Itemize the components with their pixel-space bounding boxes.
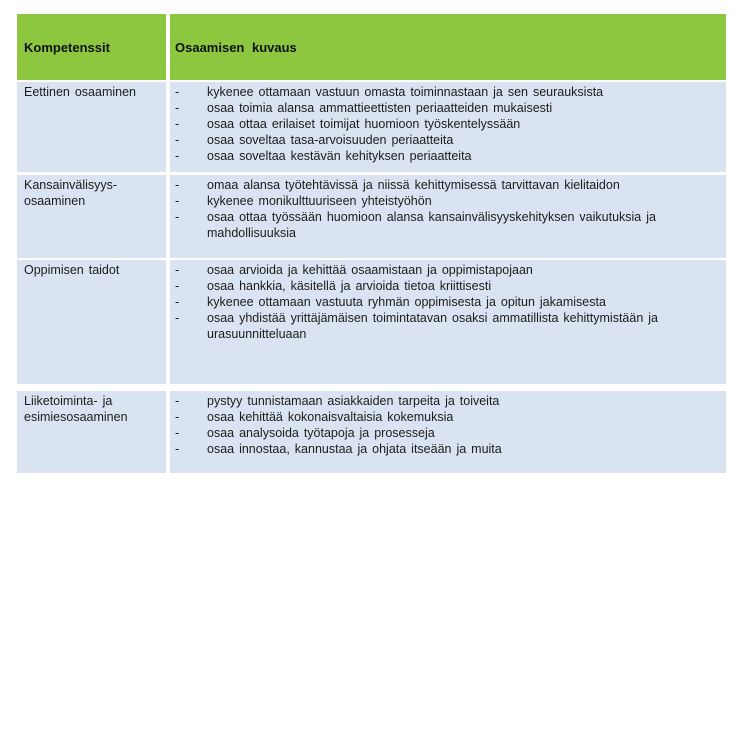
bullet-dash: - bbox=[175, 101, 180, 115]
bullet-dash: - bbox=[175, 194, 180, 208]
bullet-item bbox=[175, 193, 714, 209]
bullet-dash: - bbox=[175, 295, 180, 309]
bullet-text: osaa ottaa erilaiset toimijat huomioon työskentelyssään bbox=[207, 117, 521, 131]
header-cell-osaamisen-kuvaus bbox=[170, 14, 726, 80]
bullet-item bbox=[175, 116, 714, 132]
table-header-row bbox=[17, 14, 726, 80]
bullet-item bbox=[175, 409, 714, 425]
bullet-item bbox=[175, 393, 714, 409]
table-row bbox=[17, 175, 726, 258]
bullet-dash: - bbox=[175, 117, 180, 131]
bullet-item bbox=[175, 209, 714, 241]
bullet-item bbox=[175, 278, 714, 294]
bullet-text: osaa innostaa, kannustaa ja ohjata itseään ja muita bbox=[207, 442, 502, 456]
bullet-dash: - bbox=[175, 263, 180, 277]
description-cell bbox=[170, 260, 726, 384]
header-label-kompetenssit: Kompetenssit bbox=[24, 39, 110, 55]
competency-cell bbox=[17, 260, 166, 384]
bullet-dash: - bbox=[175, 311, 180, 325]
competency-cell bbox=[17, 391, 166, 473]
bullet-text: osaa yhdistää yrittäjämäisen toimintatavan osaksi ammatillista kehittymistään ja urasuunnitteluaan bbox=[207, 311, 658, 341]
bullet-text: osaa soveltaa kestävän kehityksen periaatteita bbox=[207, 149, 472, 163]
bullet-text: kykenee monikulttuuriseen yhteistyöhön bbox=[207, 194, 432, 208]
competency-cell bbox=[17, 175, 166, 258]
bullet-text: kykenee ottamaan vastuun omasta toiminnastaan ja sen seurauksista bbox=[207, 85, 604, 99]
bullet-item bbox=[175, 425, 714, 441]
competency-cell bbox=[17, 82, 166, 172]
bullet-dash: - bbox=[175, 426, 180, 440]
bullet-item bbox=[175, 310, 714, 342]
table-row bbox=[17, 82, 726, 172]
bullet-item bbox=[175, 132, 714, 148]
table-row bbox=[17, 391, 726, 473]
bullet-item bbox=[175, 294, 714, 310]
bullet-text: pystyy tunnistamaan asiakkaiden tarpeita ja toiveita bbox=[207, 394, 500, 408]
description-cell bbox=[170, 82, 726, 172]
bullet-dash: - bbox=[175, 85, 180, 99]
bullet-text: osaa ottaa työssään huomioon alansa kansainvälisyyskehityksen vaikutuksia ja mahdollisuuksia bbox=[207, 210, 656, 240]
competency-label: Kansainvälisyys-osaaminen bbox=[24, 178, 118, 208]
bullet-text: osaa arvioida ja kehittää osaamistaan ja oppimistapojaan bbox=[207, 263, 533, 277]
bullet-text: osaa toimia alansa ammattieettisten periaatteiden mukaisesti bbox=[207, 101, 553, 115]
bullet-dash: - bbox=[175, 394, 180, 408]
bullet-text: osaa analysoida työtapoja ja prosesseja bbox=[207, 426, 435, 440]
bullet-dash: - bbox=[175, 279, 180, 293]
table-row bbox=[17, 260, 726, 384]
bullet-text: osaa hankkia, käsitellä ja arvioida tietoa kriittisesti bbox=[207, 279, 492, 293]
bullet-item bbox=[175, 100, 714, 116]
header-label-osaamisen-kuvaus: Osaamisen kuvaus bbox=[175, 39, 297, 55]
competency-label: Oppimisen taidot bbox=[24, 263, 120, 277]
competencies-table bbox=[17, 14, 726, 473]
bullet-dash: - bbox=[175, 410, 180, 424]
competency-label: Liiketoiminta- ja esimiesosaaminen bbox=[24, 394, 128, 424]
bullet-item bbox=[175, 148, 714, 164]
bullet-dash: - bbox=[175, 178, 180, 192]
bullet-dash: - bbox=[175, 442, 180, 456]
bullet-dash: - bbox=[175, 149, 180, 163]
bullet-item bbox=[175, 177, 714, 193]
description-cell bbox=[170, 391, 726, 473]
bullet-text: osaa soveltaa tasa-arvoisuuden periaatteita bbox=[207, 133, 454, 147]
bullet-text: osaa kehittää kokonaisvaltaisia kokemuksia bbox=[207, 410, 454, 424]
competency-label: Eettinen osaaminen bbox=[24, 85, 136, 99]
bullet-dash: - bbox=[175, 133, 180, 147]
bullet-item bbox=[175, 441, 714, 457]
bullet-item bbox=[175, 262, 714, 278]
bullet-text: kykenee ottamaan vastuuta ryhmän oppimisesta ja opitun jakamisesta bbox=[207, 295, 606, 309]
bullet-dash: - bbox=[175, 210, 180, 224]
bullet-item bbox=[175, 84, 714, 100]
header-cell-kompetenssit bbox=[17, 14, 166, 80]
description-cell bbox=[170, 175, 726, 258]
bullet-text: omaa alansa työtehtävissä ja niissä kehittymisessä tarvittavan kielitaidon bbox=[207, 178, 620, 192]
